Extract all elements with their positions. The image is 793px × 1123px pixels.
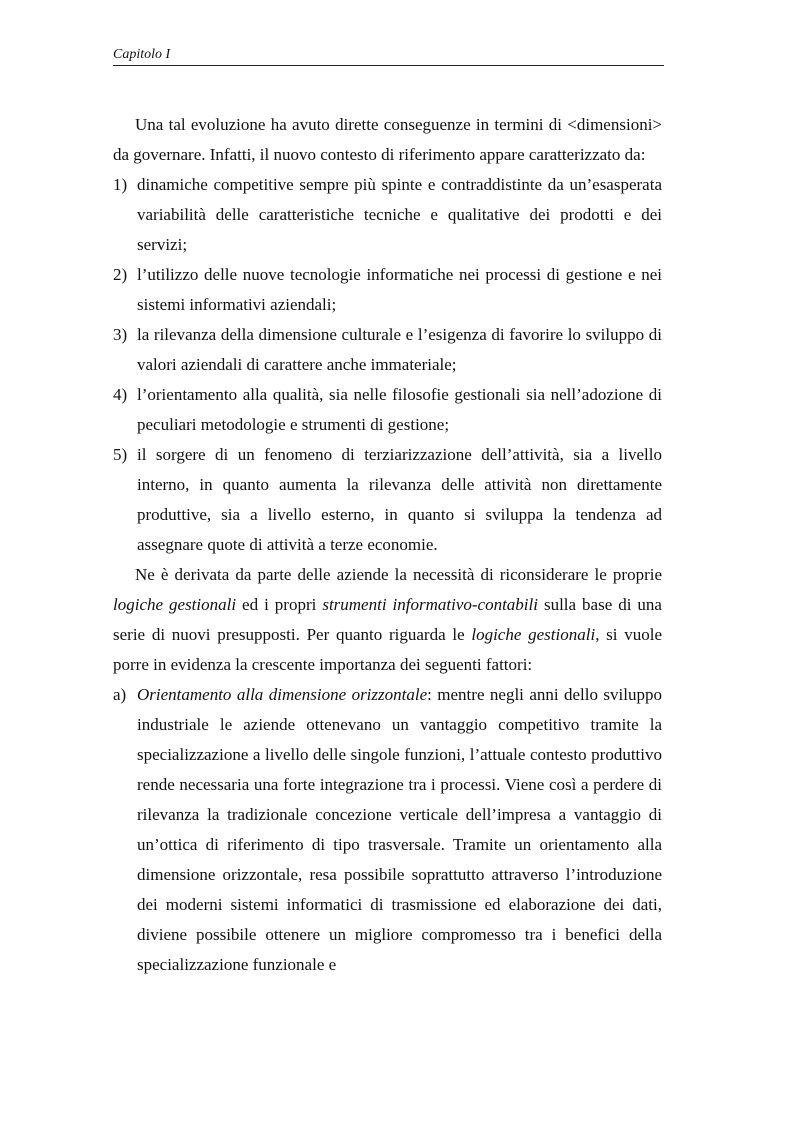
para-text: ed i propri: [236, 595, 323, 614]
list-item: [113, 380, 662, 440]
list-item: [113, 170, 662, 260]
para-text: , si vuole porre in evidenza la crescente importanza dei seguenti fattori:: [113, 625, 663, 674]
list-marker: a): [113, 685, 127, 704]
list-item-text: l’utilizzo delle nuove tecnologie informatiche nei processi di gestione e nei sistemi informativi aziendali;: [137, 265, 662, 314]
page-body: [113, 110, 662, 980]
list-item-title: Orientamento alla dimensione orizzontale: [137, 685, 428, 704]
list-item-text: l’orientamento alla qualità, sia nelle filosofie gestionali sia nell’adozione di peculiari metodologie e strumenti di gestione;: [137, 385, 662, 434]
list-marker: 5): [113, 445, 128, 464]
list-item-text: : mentre negli anni dello sviluppo industriale le aziende ottenevano un vantaggio competitivo tramite la specializzazione a livello delle singole funzioni, l’attuale contesto produttivo rende necessaria una forte integrazione tra i processi. Viene così a perdere di rilevanza la tradizionale concezione verticale dell’impresa a vantaggio di un’ottica di riferimento di tipo trasversale. Tramite un orientamento alla dimensione orizzontale, resa possibile soprattutto attraverso l’introduzione dei moderni sistemi informatici di trasmissione ed elaborazione dei dati, diviene possibile ottenere un migliore compromesso tra i benefici della specializzazione funzionale e: [137, 685, 662, 974]
list-marker: 4): [113, 385, 128, 404]
list-item: [113, 440, 662, 560]
emphasis-text: strumenti informativo-contabili: [322, 595, 538, 614]
para-text: sulla base di una serie di nuovi presupposti. Per quanto riguarda le: [113, 595, 662, 644]
emphasis-text: logiche gestionali: [113, 595, 237, 614]
emphasis-text: logiche gestionali: [471, 625, 596, 644]
chapter-label: Capitolo I: [113, 47, 171, 62]
list-item: [113, 320, 662, 380]
lettered-list: [113, 680, 662, 980]
list-marker: 1): [113, 175, 128, 194]
para-text: Ne è derivata da parte delle aziende la necessità di riconsiderare le proprie: [135, 565, 662, 584]
intro-paragraph: Una tal evoluzione ha avuto dirette conseguenze in termini di <dimensioni> da governare. Infatti, il nuovo contesto di riferimento appare caratterizzato da:: [113, 115, 662, 164]
list-item-text: il sorgere di un fenomeno di terziarizzazione dell’attività, sia a livello interno, in quanto aumenta la rilevanza delle attività non direttamente produttive, sia a livello esterno, in quanto si sviluppa la tendenza ad assegnare quote di attività a terze economie.: [137, 445, 662, 554]
list-marker: 2): [113, 265, 128, 284]
list-item-text: la rilevanza della dimensione culturale e l’esigenza di favorire lo sviluppo di valori aziendali di carattere anche immateriale;: [137, 325, 662, 374]
list-item-text: dinamiche competitive sempre più spinte e contraddistinte da un’esasperata variabilità delle caratteristiche tecniche e qualitative dei prodotti e dei servizi;: [137, 175, 662, 254]
numbered-list: [113, 170, 662, 560]
list-item: [113, 680, 662, 980]
list-marker: 3): [113, 325, 128, 344]
list-item: [113, 260, 662, 320]
running-header: [113, 46, 664, 66]
second-paragraph: [113, 560, 662, 680]
